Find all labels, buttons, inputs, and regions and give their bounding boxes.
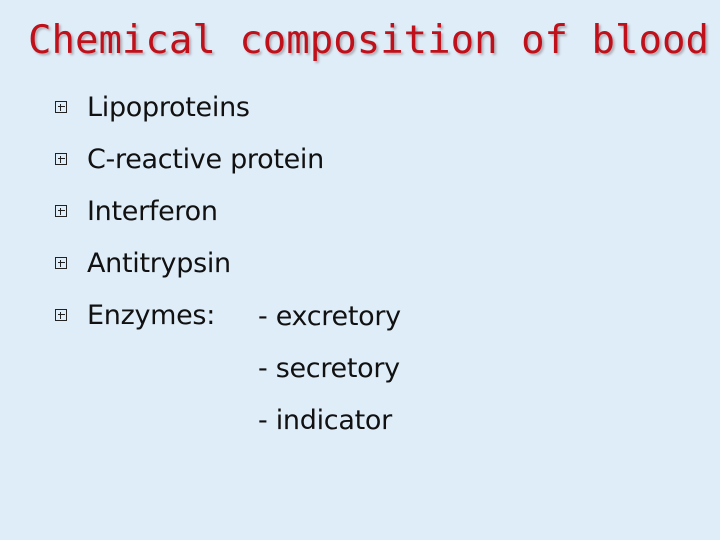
list-item — [0, 240, 720, 292]
list-item — [0, 188, 720, 240]
square-plus-bullet-icon — [55, 309, 67, 321]
bullet-label-antitrypsin: Antitrypsin — [87, 248, 231, 279]
list-item — [0, 84, 720, 136]
square-plus-bullet-icon — [55, 153, 67, 165]
enzyme-type-excretory: - excretory — [258, 301, 401, 332]
bullet-label-enzymes: Enzymes: — [87, 300, 215, 331]
slide-title: Chemical composition of blood — [28, 18, 709, 63]
enzyme-type-secretory: - secretory — [258, 353, 400, 384]
bullet-label-lipoproteins: Lipoproteins — [87, 92, 250, 123]
bullet-label-interferon: Interferon — [87, 196, 218, 227]
enzyme-type-indicator: - indicator — [258, 405, 392, 436]
square-plus-bullet-icon — [55, 257, 67, 269]
square-plus-bullet-icon — [55, 101, 67, 113]
list-item — [0, 136, 720, 188]
bullet-label-c-reactive-protein: C-reactive protein — [87, 144, 324, 175]
square-plus-bullet-icon — [55, 205, 67, 217]
